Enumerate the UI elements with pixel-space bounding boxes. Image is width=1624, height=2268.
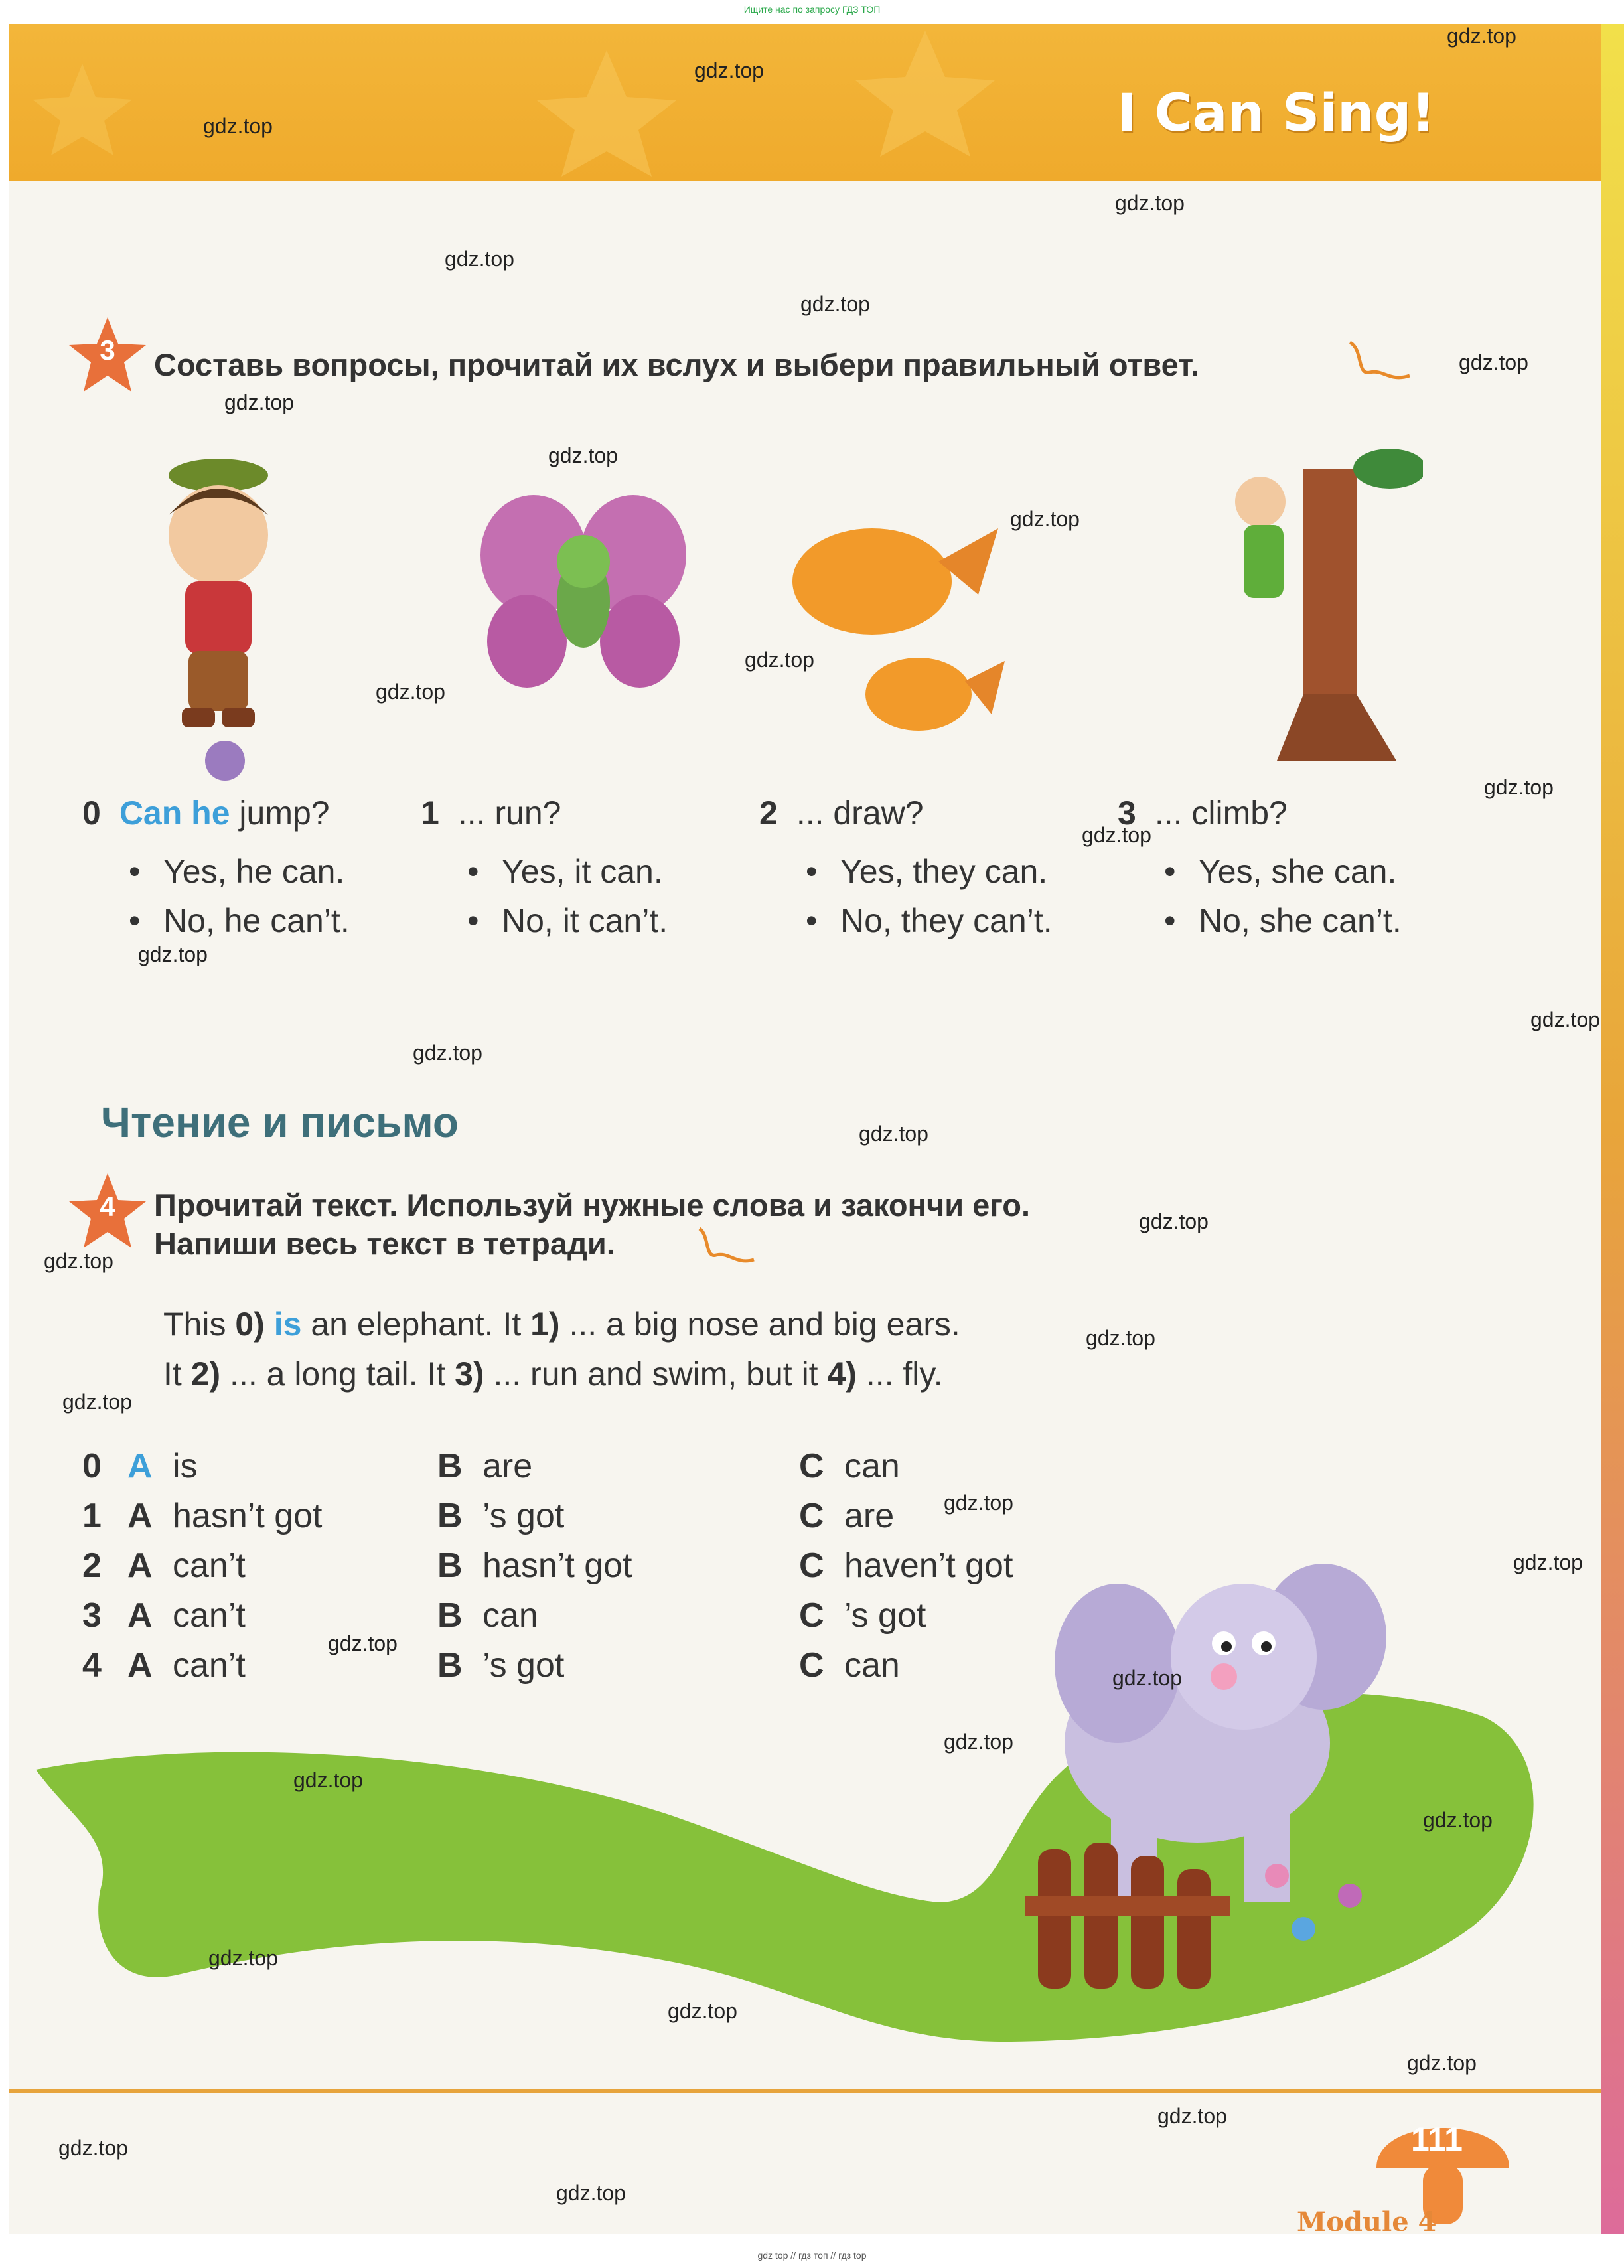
watermark: gdz.top — [413, 1041, 482, 1065]
watermark: gdz.top — [44, 1249, 113, 1273]
watermark: gdz.top — [1086, 1326, 1155, 1350]
question-text: ... run? — [457, 794, 561, 832]
watermark: gdz.top — [62, 1390, 132, 1414]
illustration-boy-jumping — [135, 435, 308, 781]
watermark: gdz.top — [1530, 1008, 1600, 1031]
page-number: 111 — [1411, 2121, 1463, 2158]
option-row-1: 1 A hasn’t got — [82, 1497, 323, 1535]
option-b-0: B are — [437, 1447, 533, 1485]
question-number: 2 — [759, 794, 778, 832]
option-b-3: B can — [437, 1596, 538, 1635]
answer-0-yes: • Yes, he can. — [129, 853, 345, 890]
question-number: 3 — [1118, 794, 1136, 832]
answer-3-yes: • Yes, she can. — [1164, 853, 1397, 890]
watermark: gdz.top — [208, 1946, 278, 1970]
option-b-4: B ’s got — [437, 1646, 565, 1685]
watermark: gdz.top — [745, 648, 814, 672]
answer-1-yes: • Yes, it can. — [467, 853, 663, 890]
question-1 — [421, 794, 561, 832]
illustration-fence — [1025, 1829, 1237, 2002]
top-note: Ищите нас по запросу ГДЗ ТОП — [743, 4, 881, 15]
textbook-page — [9, 24, 1601, 2234]
watermark: gdz.top — [1010, 507, 1080, 531]
watermark: gdz.top — [224, 390, 294, 414]
illustration-butterfly — [474, 489, 693, 708]
watermark: gdz.top — [1484, 775, 1554, 799]
option-row-4: 4 A can’t — [82, 1646, 246, 1685]
watermark: gdz.top — [1112, 1666, 1182, 1690]
question-2 — [759, 794, 924, 832]
watermark: gdz.top — [1157, 2104, 1227, 2128]
header-band — [9, 24, 1601, 181]
answer-2-yes: • Yes, they can. — [806, 853, 1048, 890]
page-edge — [1601, 24, 1624, 2234]
option-row-2: 2 A can’t — [82, 1547, 246, 1585]
watermark: gdz.top — [1513, 1550, 1583, 1574]
task-4-text-line1: This 0) is an elephant. It 1) ... a big nose and big ears. — [163, 1306, 960, 1343]
task-4-instruction-line1: Прочитай текст. Используй нужные слова и закончи его. — [154, 1187, 1031, 1223]
option-b-1: B ’s got — [437, 1497, 565, 1535]
answer-3-no: • No, she can’t. — [1164, 902, 1402, 939]
illustration-flowers — [1250, 1856, 1383, 1949]
watermark: gdz.top — [1447, 24, 1516, 48]
watermark: gdz.top — [668, 1999, 737, 2023]
watermark: gdz.top — [556, 2181, 626, 2205]
option-c-3: C ’s got — [799, 1596, 926, 1635]
watermark: gdz.top — [328, 1631, 398, 1655]
watermark: gdz.top — [548, 443, 618, 467]
task-4-star — [68, 1172, 147, 1252]
task-3-star — [68, 316, 147, 396]
watermark: gdz.top — [138, 943, 208, 966]
task-3-number: 3 — [100, 335, 115, 366]
option-c-0: C can — [799, 1447, 900, 1485]
illustration-birds — [779, 502, 1018, 741]
watermark: gdz.top — [944, 1730, 1013, 1754]
pencil-icon — [693, 1225, 759, 1272]
watermark: gdz.top — [1082, 823, 1151, 847]
bottom-note: gdz top // гдз топ // гдз top — [757, 2250, 867, 2261]
watermark: gdz.top — [58, 2136, 128, 2160]
section-title: Чтение и письмо — [101, 1098, 459, 1146]
watermark: gdz.top — [1459, 350, 1528, 374]
watermark: gdz.top — [859, 1122, 928, 1146]
watermark: gdz.top — [1139, 1209, 1209, 1233]
task-4-text-line2: It 2) ... a long tail. It 3) ... run and swim, but it 4) ... fly. — [163, 1355, 943, 1393]
question-number: 1 — [421, 794, 439, 832]
question-text: ... draw? — [796, 794, 924, 832]
watermark: gdz.top — [694, 58, 764, 82]
answer-0-no: • No, he can’t. — [129, 902, 350, 939]
watermark: gdz.top — [800, 292, 870, 316]
task-4-instruction-line2: Напиши весь текст в тетради. — [154, 1226, 615, 1261]
watermark: gdz.top — [944, 1491, 1013, 1515]
option-b-2: B hasn’t got — [437, 1547, 632, 1585]
watermark: gdz.top — [203, 114, 273, 138]
option-c-4: C can — [799, 1646, 900, 1685]
option-c-1: C are — [799, 1497, 895, 1535]
pencil-icon — [1343, 336, 1416, 389]
task-3-instruction: Составь вопросы, прочитай их вслух и выбери правильный ответ. — [154, 347, 1200, 382]
task-4-number: 4 — [100, 1191, 115, 1222]
footer-divider — [9, 2089, 1601, 2093]
watermark: gdz.top — [1407, 2051, 1477, 2075]
watermark: gdz.top — [376, 680, 445, 704]
option-row-0: 0 A is — [82, 1447, 198, 1485]
answer-1-no: • No, it can’t. — [467, 902, 668, 939]
question-0 — [82, 794, 330, 832]
answer-2-no: • No, they can’t. — [806, 902, 1053, 939]
question-example-prefix: Can he — [119, 794, 230, 832]
question-number: 0 — [82, 794, 101, 832]
module-label: Module 4 — [1297, 2206, 1437, 2234]
watermark: gdz.top — [293, 1768, 363, 1792]
watermark: gdz.top — [1115, 191, 1185, 215]
question-text: ... climb? — [1154, 794, 1288, 832]
option-c-2: C haven’t got — [799, 1547, 1013, 1585]
illustration-girl-climbing-tree — [1224, 442, 1423, 761]
watermark: gdz.top — [1423, 1808, 1493, 1832]
page-title: I Can Sing! — [1117, 84, 1435, 143]
option-row-3: 3 A can’t — [82, 1596, 246, 1635]
question-text: jump? — [230, 794, 330, 832]
watermark: gdz.top — [445, 247, 514, 271]
